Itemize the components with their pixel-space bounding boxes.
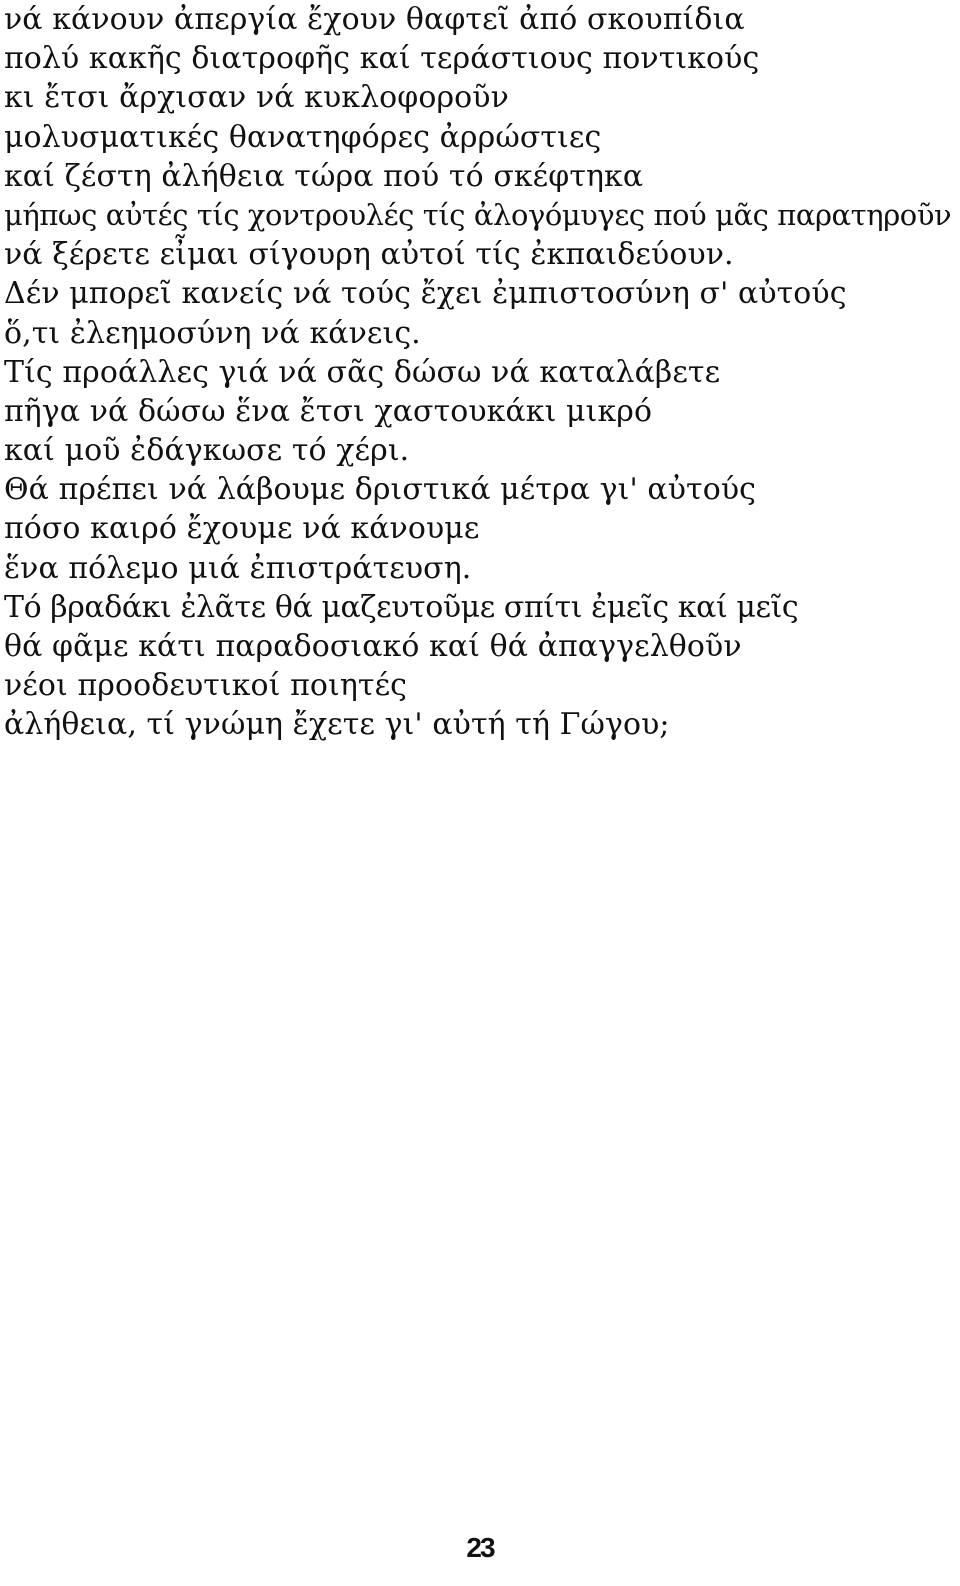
poem-line: Θά πρέπει νά λάβουμε δριστικά μέτρα γι' αὐτούς	[4, 472, 756, 508]
poem-line: πόσο καιρό ἔχουμε νά κάνουμε	[4, 511, 480, 547]
poem-line: ἀλήθεια, τί γνώμη ἔχετε γι' αὐτή τή Γώγου;	[4, 707, 670, 743]
poem-line: ὅ,τι ἐλεημοσύνη νά κάνεις.	[4, 315, 421, 351]
poem-line: μολυσματικές θανατηφόρες ἀρρώστιες	[4, 119, 602, 155]
poem-line: Τό βραδάκι ἐλᾶτε θά μαζευτοῦμε σπίτι ἐμεῖς καί μεῖς	[4, 589, 799, 625]
poem-line: νέοι προοδευτικοί ποιητές	[4, 668, 408, 704]
poem-line: νά κάνουν ἀπεργία ἔχουν θαφτεῖ ἀπό σκουπίδια	[4, 2, 745, 37]
poem-line: νά ξέρετε εἶμαι σίγουρη αὐτοί τίς ἐκπαιδεύουν.	[4, 237, 734, 273]
poem-line: καί μοῦ ἐδάγκωσε τό χέρι.	[4, 433, 410, 469]
poem-line: Τίς προάλλες γιά νά σᾶς δώσω νά καταλάβετε	[4, 354, 721, 390]
poem-line: καί ζέστη ἀλήθεια τώρα πού τό σκέφτηκα	[4, 158, 644, 194]
page-number: 23	[466, 1532, 494, 1563]
poem-line: πῆγα νά δώσω ἕνα ἔτσι χαστουκάκι μικρό	[4, 393, 653, 429]
poem-line: κι ἔτσι ἄρχισαν νά κυκλοφοροῦν	[4, 80, 509, 116]
poem-line: Δέν μπορεῖ κανείς νά τούς ἔχει ἐμπιστοσύνη σ' αὐτούς	[4, 276, 847, 312]
poem-line: ἕνα πόλεμο μιά ἐπιστράτευση.	[4, 550, 472, 586]
poem-text	[4, 0, 954, 745]
poem-line: μήπως αὐτές τίς χοντρουλές τίς ἀλογόμυγες πού μᾶς παρατηροῦν	[4, 197, 952, 232]
poem-line: θά φᾶμε κάτι παραδοσιακό καί θά ἀπαγγελθοῦν	[4, 629, 742, 664]
poem-line: πολύ κακῆς διατροφῆς καί τεράστιους ποντικούς	[4, 41, 760, 77]
